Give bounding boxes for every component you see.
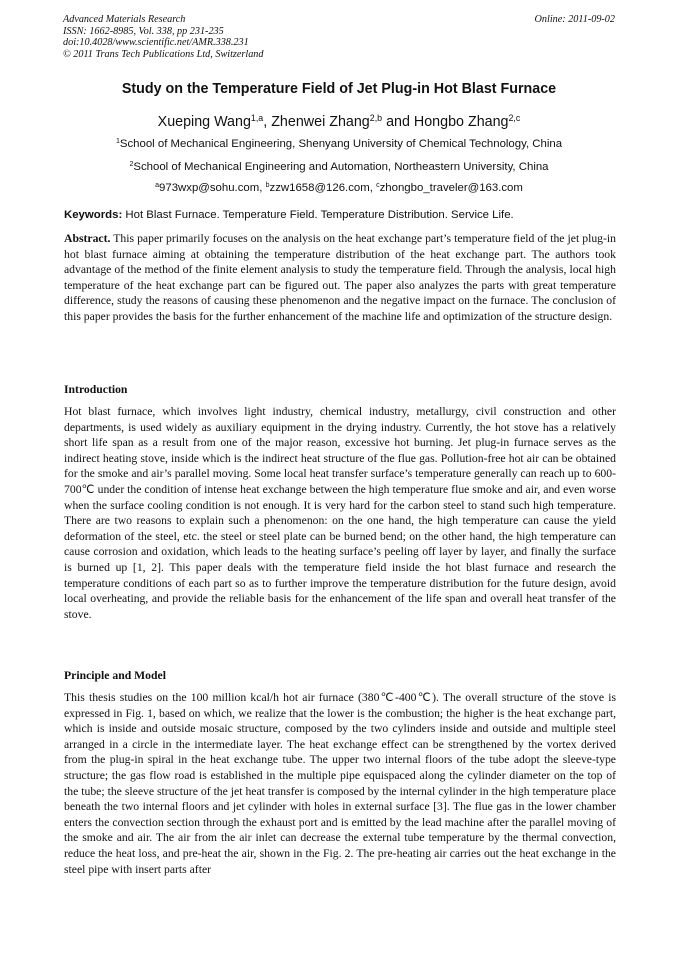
author-sup: 1,a bbox=[250, 113, 264, 124]
email-sup: b bbox=[265, 182, 270, 190]
copyright-line: © 2011 Trans Tech Publications Ltd, Switzerland bbox=[63, 48, 264, 60]
author-sup: 2,c bbox=[508, 113, 521, 124]
principle-text: This thesis studies on the 100 million kcal/h hot air furnace (380℃-400℃). The overall structure of the stove is expressed in Fig. 1, based on which, we realize that the lower is the combustion; the higher is the heat exchange part, which is inside and outside mosaic structure, composed by the two cylinders inside and outside and multiple steel arranged in a circle in the intermediate layer. The heat exchange effect can be strengthened by the vortex derived from the plug-in spiral in the heat exchange tube. The upper two internal floors of the tube adopt the sleeve-type structure; the gas flow road is established in the multiple pipe equispaced along the cylinder diameter on the top of the tube; the sleeve structure of the jet heat transfer is composed by the internal cylinder in the high temperature place beneath the two internal floors and jet cylinder with holes in external surface [3]. The flue gas in the lower chamber enters the convection section through the exhaust port and is emitted by the lead machine after the parallel moving of the smoke and air. The air from the air inlet can decrease the external tube temperature by the thermal convection, reduce the heat loss, and pre-heat the air, shown in the Fig. 2. The pre-heating air carries out the heat exchange in the steel pipe with insert parts after bbox=[64, 691, 616, 876]
abstract-text: This paper primarily focuses on the analysis on the heat exchange part’s temperature field of the jet plug-in hot blast furnace aiming at obtaining the temperature distribution of the heat exchange part. The authors took advantage of the method of the finite element analysis to study the temperature field. Through the analysis, local high temperature of the heat exchange part can be figured out. The paper also analyzes the parts with great temperature difference, study the reasons of causing these phenomenon and the negative impact on the furnace. The conclusion of this paper provides the basis for the further enhancement of the machine life and optimization of the structure design. bbox=[64, 232, 616, 323]
author-separator: , bbox=[263, 114, 272, 130]
journal-info bbox=[63, 14, 263, 60]
email-sup: a bbox=[155, 182, 160, 190]
affiliation bbox=[40, 138, 638, 150]
keywords bbox=[64, 209, 616, 221]
affiliation-text: School of Mechanical Engineering, Shenyang University of Chemical Technology, China bbox=[119, 138, 563, 150]
email-address: 973wxp@sohu.com bbox=[159, 182, 260, 194]
email-address: zhongbo_traveler@163.com bbox=[379, 182, 523, 194]
email-sup: c bbox=[376, 182, 380, 190]
journal-name: Advanced Materials Research bbox=[63, 14, 186, 25]
paper-title: Study on the Temperature Field of Jet Plug-in Hot Blast Furnace bbox=[121, 81, 557, 97]
online-date: Online: 2011-09-02 bbox=[534, 14, 615, 25]
author-name: Zhenwei Zhang bbox=[271, 114, 370, 130]
keywords-text: Hot Blast Furnace. Temperature Field. Temperature Distribution. Service Life. bbox=[122, 209, 514, 221]
section-heading-principle: Principle and Model bbox=[64, 669, 166, 682]
email-address: zzw1658@126.com bbox=[269, 182, 370, 194]
affiliation-sup: 1 bbox=[115, 138, 120, 146]
section-heading-introduction: Introduction bbox=[64, 383, 128, 396]
affiliation-text: School of Mechanical Engineering and Automation, Northeastern University, China bbox=[133, 161, 549, 173]
email-separator: , bbox=[369, 182, 377, 194]
author-name: Hongbo Zhang bbox=[413, 114, 509, 130]
abstract bbox=[64, 231, 616, 325]
doi-line: doi:10.4028/www.scientific.net/AMR.338.231 bbox=[63, 37, 249, 49]
email-line bbox=[40, 182, 638, 194]
author-list bbox=[40, 114, 638, 130]
keywords-label: Keywords: bbox=[64, 209, 123, 221]
author-name: Xueping Wang bbox=[157, 114, 251, 130]
issn-line: ISSN: 1662-8985, Vol. 338, pp 231-235 bbox=[63, 25, 224, 37]
author-sup: 2,b bbox=[369, 113, 383, 124]
email-separator: , bbox=[259, 182, 266, 194]
introduction-text: Hot blast furnace, which involves light industry, chemical industry, metallurgy, civil construction and other departments, is used widely as auxiliary equipment in the drying industry. Currently, the hot stove has a relatively short life span as a result from one of the major reason, excessive hot burning. Jet plug-in furnace serves as the indirect heating stove, inside which is the indirect heat structure of the flue gas. Pollution-free hot air can be obtained for the smoke and air’s parallel moving. Some local heat transfer surface’s temperature generally can reach up to 600-700℃ under the condition of intense heat exchange between the high temperature flue smoke and air, and even worse when the surface cooling condition is not enough. It is very hard for the carbon steel to stand such high temperature. There are two reasons to explain such a phenomenon: on the one hand, the high temperature can cause the yield deformation of the steel, etc. the steel or steel plate can be burned bend; on the other hand, the high temperature can cause corrosion and oxidation, which leads to the heating surface’s peeling off layer by layer, and finally the surface is burned up [1, 2]. This paper deals with the temperature field inside the hot blast furnace and research the temperature conditions of each part so as to further improve the temperature distribution for the future design, avoid local overheating, and provide the reliable basis for the enhancement of the life span and overall heat transfer of the stove. bbox=[64, 405, 616, 621]
author-separator: and bbox=[382, 114, 414, 130]
affiliation bbox=[40, 161, 638, 173]
affiliation-sup: 2 bbox=[129, 161, 134, 169]
abstract-label: Abstract. bbox=[64, 232, 111, 245]
